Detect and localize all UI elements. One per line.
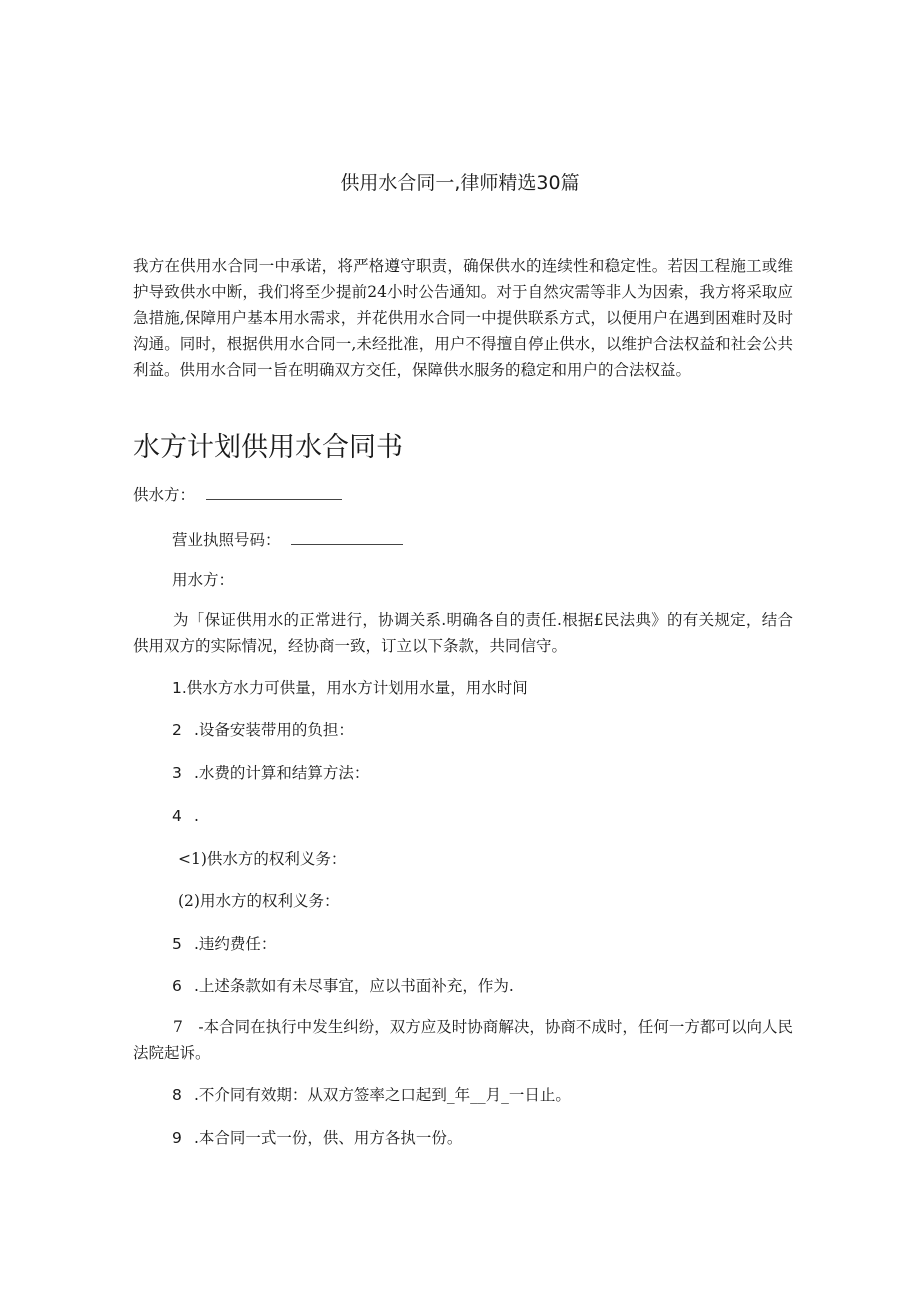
document-title: 供用水合同一,律师精选30篇 bbox=[340, 172, 580, 194]
clause-text: .设备安装带用的负担： bbox=[194, 721, 354, 739]
user-line bbox=[172, 567, 234, 593]
sub-clause-1: <1)供水方的权利义务： bbox=[178, 850, 347, 868]
license-blank bbox=[291, 528, 403, 545]
clause-6 bbox=[172, 973, 514, 999]
clause-1 bbox=[172, 675, 528, 701]
clause-text: 供水方水力可供量，用水方计划用水量，用水时间 bbox=[186, 679, 528, 697]
clause-7: 7 -本合同在执行中发生纠纷，双方应及时协商解决，协商不成时，任何一方都可以向人民法院起诉。 bbox=[133, 1018, 793, 1062]
user-label: 用水方： bbox=[172, 571, 235, 589]
clause-text: .上述条款如有未尽事宜，应以书面补充，作为. bbox=[194, 977, 514, 995]
clause-text: . bbox=[194, 807, 199, 825]
section-heading: 水方计划供用水合同书 bbox=[133, 432, 403, 463]
clause-number: 5 bbox=[172, 935, 182, 953]
clause-text: .不介同有效期：从双方签率之口起到_年__月_一日止。 bbox=[194, 1086, 571, 1104]
supplier-blank bbox=[206, 483, 342, 500]
clause-number: 9 bbox=[172, 1129, 182, 1147]
supplier-label: 供水方： bbox=[133, 486, 196, 504]
clause-8 bbox=[172, 1082, 571, 1108]
clause-number: 8 bbox=[172, 1086, 182, 1104]
preamble-paragraph: 为「保证供用水的正常进行，协调关系.明确各自的责任.根据£民法典》的有关规定，结合供用双方的实际情况，经协商一致，订立以下条款，共同信守。 bbox=[133, 611, 793, 655]
clause-9 bbox=[172, 1125, 462, 1151]
clause-text: .本合同一式一份，供、用方各执一份。 bbox=[194, 1129, 463, 1147]
clause-3 bbox=[172, 760, 369, 786]
clause-2 bbox=[172, 717, 354, 743]
license-label: 营业执照号码： bbox=[172, 531, 281, 549]
clause-number: 4 bbox=[172, 807, 182, 825]
intro-paragraph: 我方在供用水合同一中承诺，将严格遵守职责，确保供水的连续性和稳定性。若因工程施工或维护导致供水中断，我们将至少提前24小时公告通知。对于自然灾需等非人为因索，我方将采取应急措施,保障用户基本用水需求，并花供用水合同一中提供联系方式，以便用户在遇到困难时及时沟通。同时，根据供用水合同一,未经批准，用户不得擅自停止供水，以维护合法权益和社会公共利益。供用水合同一旨在明确双方交任，保障供水服务的稳定和用户的合法权益。 bbox=[133, 257, 793, 379]
clause-5 bbox=[172, 931, 276, 957]
clause-number: 6 bbox=[172, 977, 182, 995]
clause-number: 2 bbox=[172, 721, 182, 739]
sub-clause-2: (2)用水方的权利义务： bbox=[178, 892, 340, 910]
clause-text: .违约费任： bbox=[194, 935, 277, 953]
clause-text: .水费的计算和结算方法： bbox=[194, 764, 370, 782]
license-line bbox=[172, 527, 403, 553]
supplier-line bbox=[133, 482, 342, 508]
clause-number: 3 bbox=[172, 764, 182, 782]
clause-4 bbox=[172, 803, 199, 829]
clause-number: 1. bbox=[172, 679, 187, 697]
